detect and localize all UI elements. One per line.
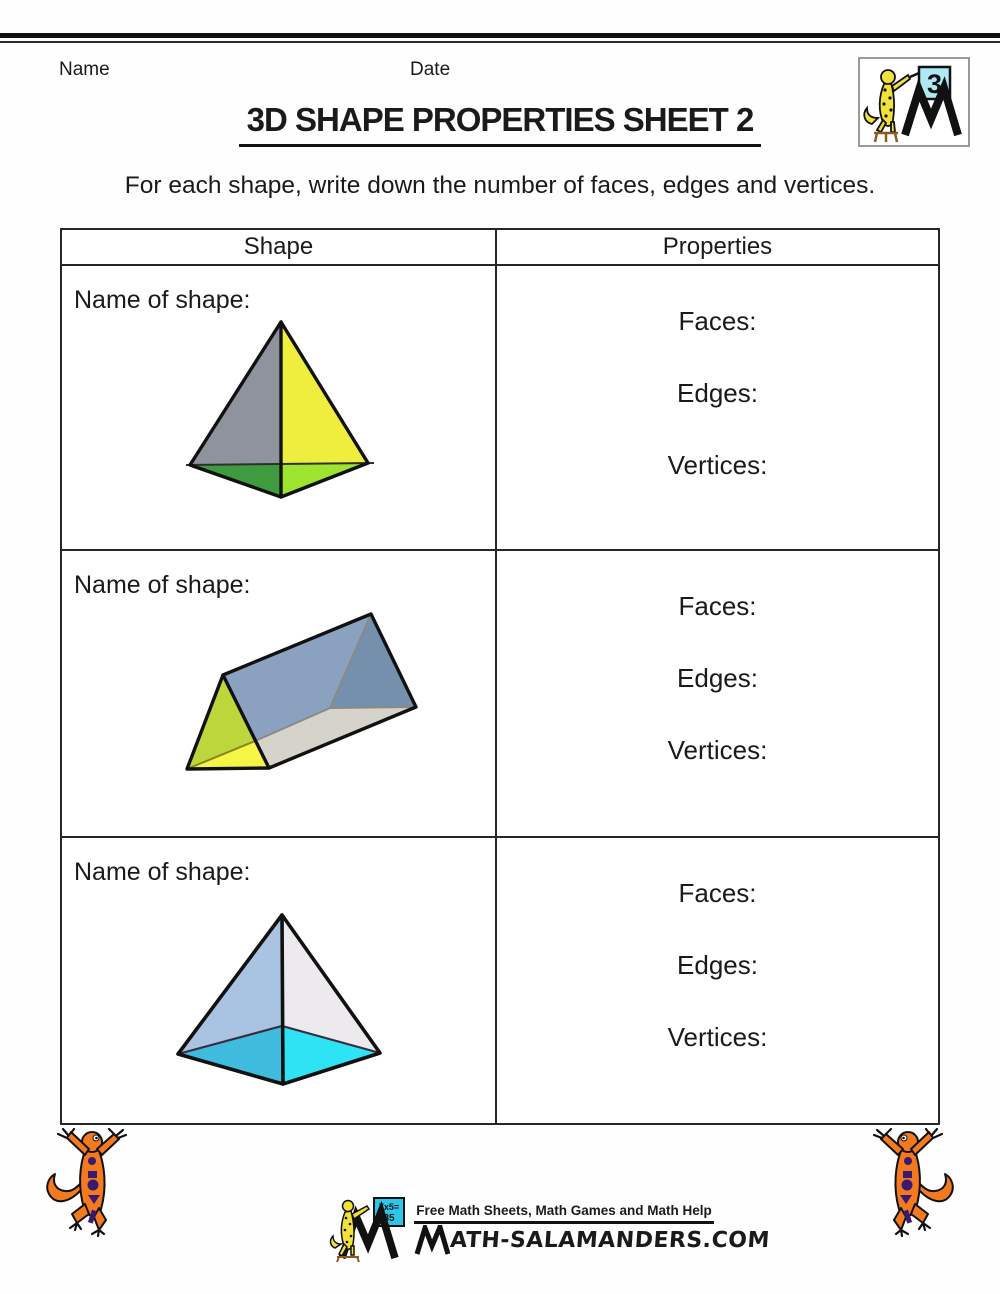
corner-salamander-left bbox=[44, 1128, 144, 1240]
logo-board-number: 3 bbox=[926, 69, 943, 99]
salamander-pupil bbox=[95, 1137, 98, 1140]
date-label: Date bbox=[410, 59, 451, 80]
footer-text-block bbox=[414, 1196, 771, 1264]
footer-brand bbox=[328, 1196, 771, 1264]
instruction-text: For each shape, write down the number of faces, edges and vertices. bbox=[124, 172, 876, 199]
vertices-label: Vertices: bbox=[667, 1022, 768, 1052]
worksheet-table bbox=[60, 228, 940, 1125]
top-rule-thick bbox=[0, 33, 1000, 38]
page-title: 3D SHAPE PROPERTIES SHEET 2 bbox=[239, 101, 762, 147]
shape-cell-1 bbox=[62, 266, 497, 549]
site-m-glyph bbox=[414, 1225, 450, 1255]
faces-label: Faces: bbox=[678, 306, 757, 336]
faces-label: Faces: bbox=[678, 878, 757, 908]
vertices-label: Vertices: bbox=[667, 735, 768, 765]
footer-rule bbox=[414, 1221, 714, 1224]
triangular-pyramid-icon bbox=[150, 305, 390, 510]
edges-label: Edges: bbox=[677, 950, 758, 980]
footer-site-line bbox=[414, 1225, 771, 1255]
table-row bbox=[62, 551, 938, 838]
shape-cell-3 bbox=[62, 838, 497, 1123]
name-of-shape-prompt: Name of shape: bbox=[74, 571, 251, 599]
square-pyramid-icon bbox=[150, 898, 395, 1098]
table-row bbox=[62, 838, 938, 1123]
salamander-body bbox=[47, 1132, 119, 1230]
footer-board-line1: 7x5= bbox=[378, 1202, 400, 1212]
salamander-body bbox=[881, 1132, 953, 1230]
top-rule-thin bbox=[0, 41, 1000, 43]
triangular-prism-icon bbox=[165, 600, 430, 785]
name-of-shape-prompt: Name of shape: bbox=[74, 858, 251, 886]
properties-cell-1 bbox=[497, 266, 938, 549]
properties-cell-2 bbox=[497, 551, 938, 836]
faces-label: Faces: bbox=[678, 591, 757, 621]
table-row bbox=[62, 266, 938, 551]
salamander-icon bbox=[856, 1128, 956, 1240]
shape-column-header: Shape bbox=[62, 230, 497, 264]
edges-label: Edges: bbox=[677, 378, 758, 408]
corner-salamander-right bbox=[856, 1128, 956, 1240]
footer-salamander-logo-icon bbox=[328, 1196, 410, 1262]
name-of-shape-prompt: Name of shape: bbox=[74, 286, 251, 314]
footer-tagline: Free Math Sheets, Math Games and Math Help bbox=[416, 1203, 712, 1218]
edges-label: Edges: bbox=[677, 663, 758, 693]
properties-cell-3 bbox=[497, 838, 938, 1123]
vertices-label: Vertices: bbox=[667, 450, 768, 480]
site-name: ATH-SALAMANDERS.COM bbox=[449, 1228, 771, 1253]
footer-stool bbox=[337, 1257, 359, 1262]
table-header-row bbox=[62, 230, 938, 266]
salamander-pupil bbox=[902, 1137, 905, 1140]
salamander-icon bbox=[44, 1128, 144, 1240]
footer-board-line2: 35 bbox=[383, 1213, 395, 1224]
name-label: Name bbox=[59, 59, 110, 80]
title-wrap bbox=[0, 101, 1000, 147]
properties-column-header: Properties bbox=[662, 233, 773, 260]
shape-cell-2 bbox=[62, 551, 497, 836]
logo-pencil-icon bbox=[910, 73, 919, 77]
